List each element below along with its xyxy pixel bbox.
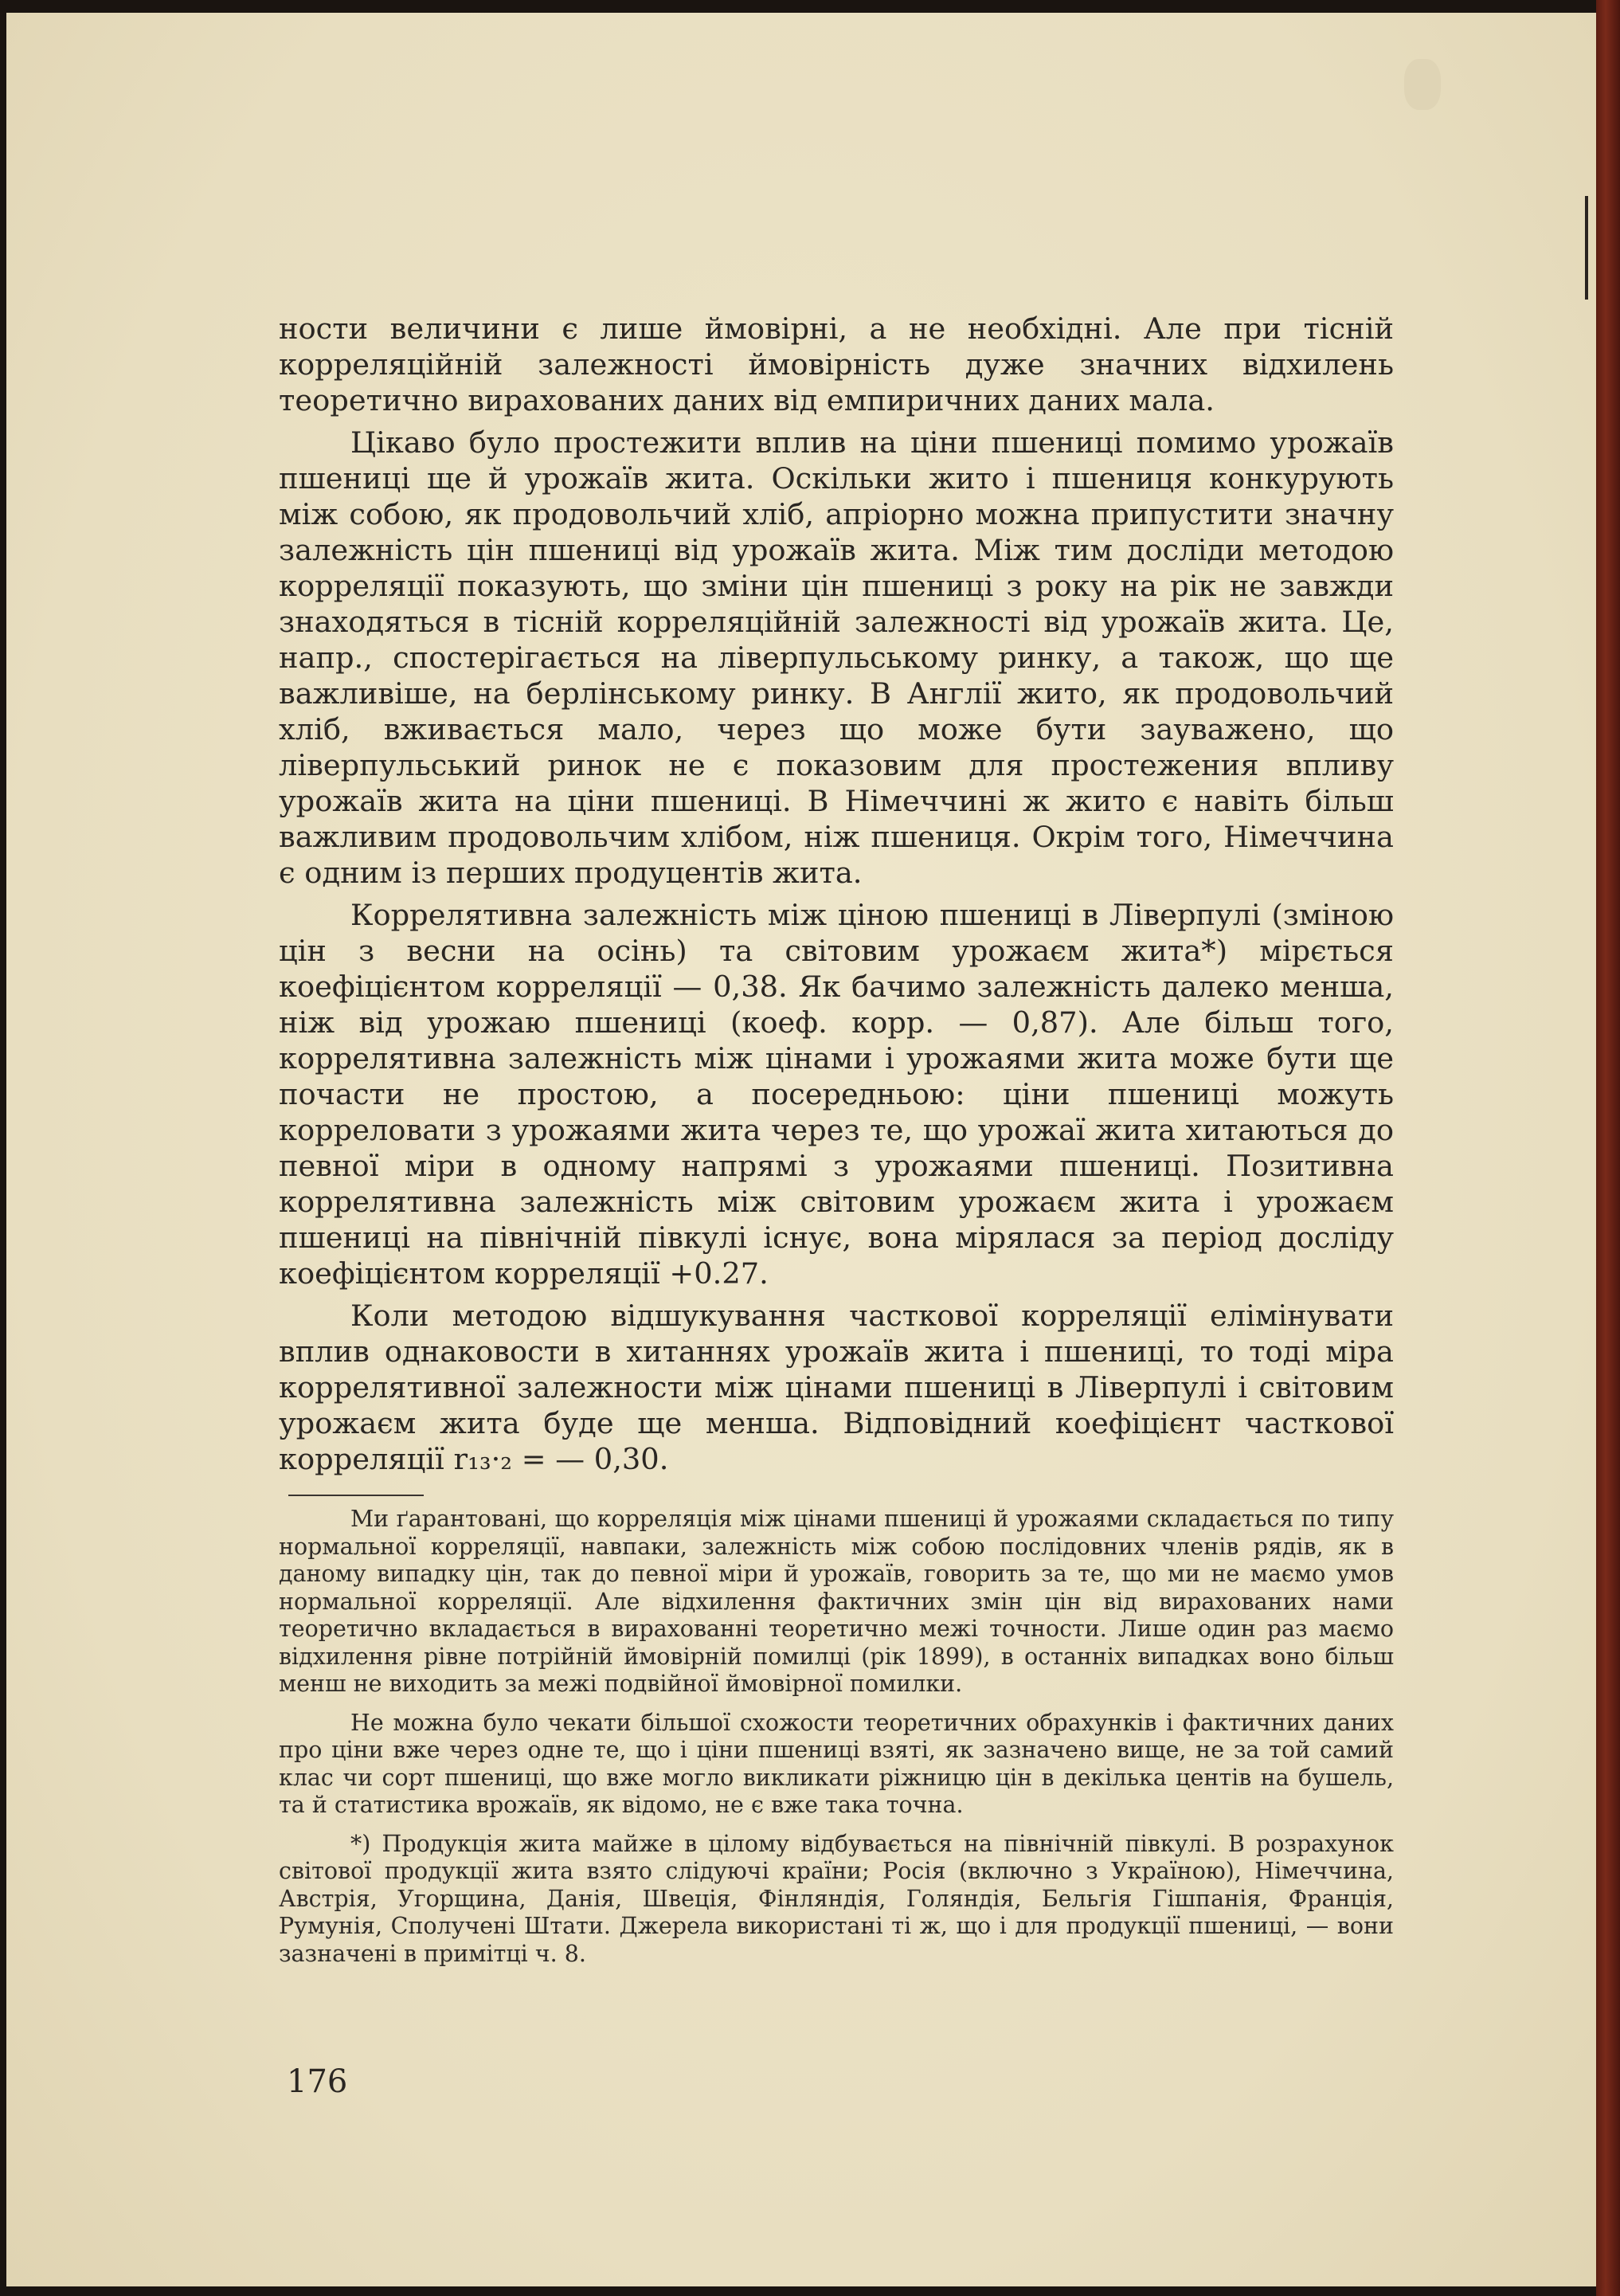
paragraph-4: Коли методою відшукування часткової корреляції елімінувати вплив однаковости в хитаннях урожаїв жита і пшениці, то тоді міра коррелятивної залежности між цінами пшениці в Ліверпулі і світовим урожаєм жита буде ще менша. Відповідний коефіцієнт часткової корреляції r₁₃·₂ = — 0,30. — [279, 1299, 1394, 1476]
book-binding-edge — [1596, 0, 1620, 2296]
footnotes — [279, 1506, 1394, 1968]
paragraph-3: Коррелятивна залежність між ціною пшениці в Ліверпулі (зміною цін з весни на осінь) та світовим урожаєм жита*) мірється коефіцієнтом корреляції — 0,38. Як бачимо залежність далеко менша, ніж від урожаю пшениці (коеф. корр. — 0,87). Але більш того, коррелятивна залежність між цінами і урожаями жита може бути ще почасти не простою, а посередньою: ціни пшениці можуть корреловати з урожаями жита через те, що урожаї жита хитаються до певної міри в одному напрямі з урожаями пшениці. Позитивна коррелятивна залежність між світовим урожаєм жита і урожаєм пшениці на північній півкулі існує, вона мірялася за період досліду коефіцієнтом корреляції +0.27. — [279, 898, 1394, 1291]
footnote-separator — [288, 1495, 424, 1496]
page-number: 176 — [287, 2063, 348, 2100]
footnote-3: *) Продукція жита майже в цілому відбувається на північній півкулі. В розрахунок світової продукції жита взято слідуючі країни; Росія (включно з Україною), Німеччина, Австрія, Угорщина, Данія, Швеція, Фінляндія, Голяндія, Бельгія Гішпанія, Франція, Румунія, Сполучені Штати. Джерела використані ті ж, що і для продукції пшениці, — вони зазначені в примітці ч. 8. — [279, 1830, 1394, 1967]
paragraph-2: Цікаво було простежити вплив на ціни пшениці помимо урожаїв пшениці ще й урожаїв жита. Оскільки жито і пшениця конкурують між собою, як продовольчий хліб, апріорно можна припустити значну залежність цін пшениці від урожаїв жита. Між тим досліди методою корреляції показують, що зміни цін пшениці з року на рік не завжди знаходяться в тісній корреляційній залежності від урожаїв жита. Це, напр., спостерігається на ліверпульському ринку, а також, що ще важливіше, на берлінському ринку. В Англії жито, як продовольчий хліб, вживається мало, через що може бути зауважено, що ліверпульський ринок не є показовим для простежения впливу урожаїв жита на ціни пшениці. В Німеччині ж жито є навіть більш важливим продовольчим хлібом, ніж пшениця. Окрім того, Німеччина є одним із перших продуцентів жита. — [279, 425, 1394, 890]
footnote-1: Ми ґарантовані, що корреляція між цінами пшениці й урожаями складається по типу нормальної корреляції, навпаки, залежність між собою послідовних членів рядів, як в даному випадку цін, так до певної міри й урожаїв, говорить за те, що ми не маємо умов нормальної корреляції. Але відхилення фактичних змін цін від вирахованих нами теоретично вкладається в вирахованні теоретично межі точности. Лише один раз маємо відхилення рівне потрійній ймовірній помилці (рік 1899), в останніх випадках воно більш менш не виходить за межі подвійної ймовірної помилки. — [279, 1506, 1394, 1697]
library-stamp-mark — [1404, 59, 1441, 110]
paragraph-1: ности величини є лише ймовірні, а не необхідні. Але при тісній корреляційній залежності ймовірність дуже значних відхилень теоретично вирахованих даних від емпиричних даних мала. — [279, 311, 1394, 417]
footnote-2: Не можна було чекати більшої схожости теоретичних обрахунків і фактичних даних про ціни вже через одне те, що і ціни пшениці взяті, як зазначено вище, не за той самий клас чи сорт пшениці, що вже могло викликати ріжницю цін в декілька центів на бушель, та й статистика врожаїв, як відомо, не є вже така точна. — [279, 1709, 1394, 1818]
page-edge-mark — [1585, 196, 1588, 300]
page-text-column — [279, 311, 1394, 1968]
main-text — [279, 311, 1394, 1477]
